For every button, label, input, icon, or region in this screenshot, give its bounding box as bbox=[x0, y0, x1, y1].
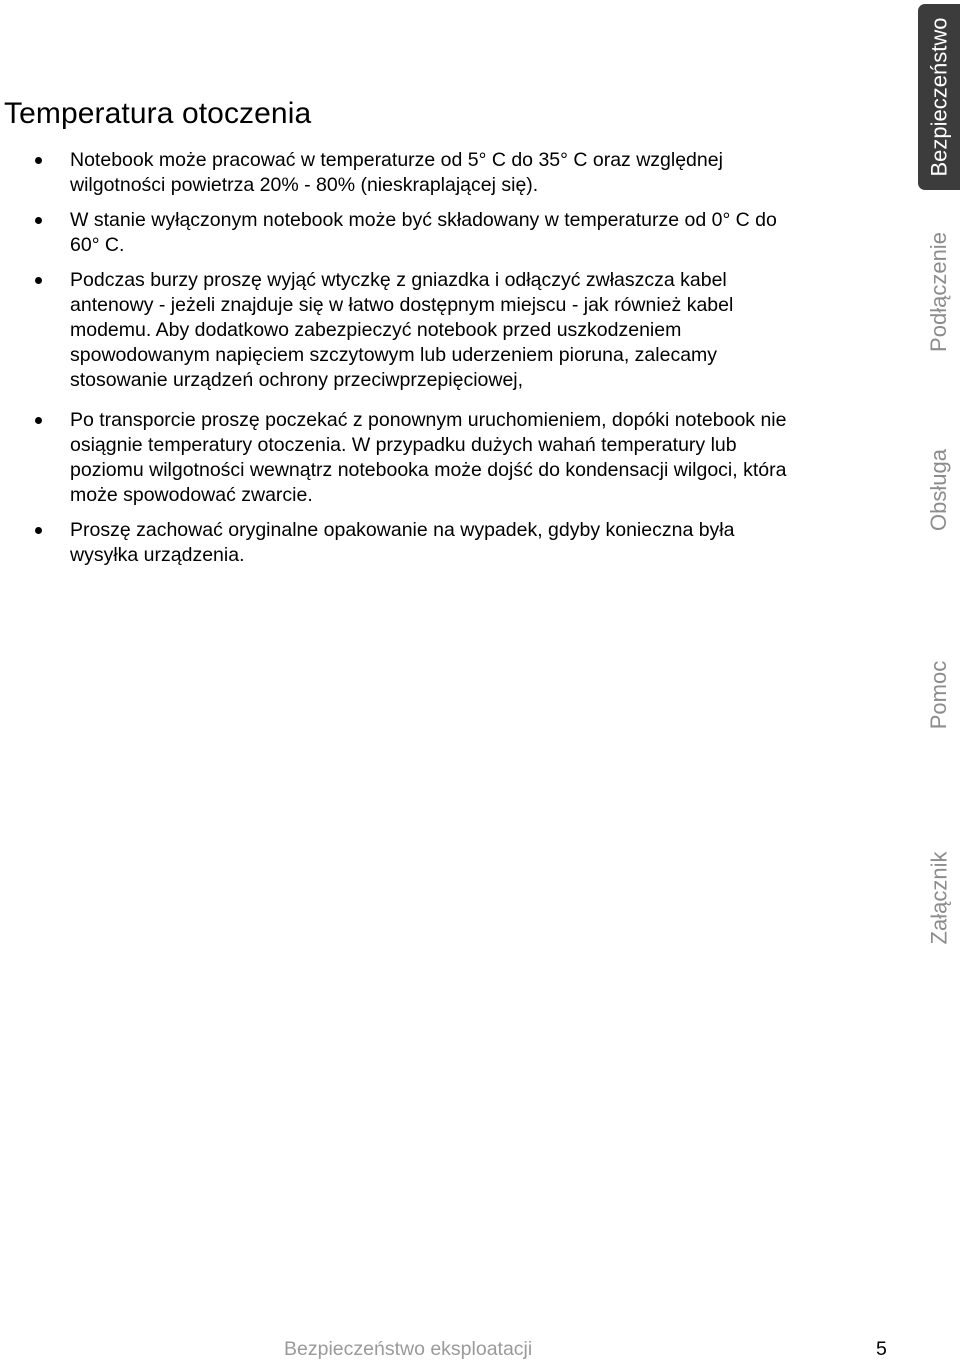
tab-bezpieczenstwo[interactable] bbox=[918, 4, 960, 190]
tab-label: Podłączenie bbox=[926, 232, 951, 352]
tab-podlaczenie[interactable] bbox=[918, 198, 960, 386]
page-title: Temperatura otoczenia bbox=[4, 97, 312, 130]
bullet-icon bbox=[35, 217, 42, 224]
bullet-icon bbox=[35, 527, 42, 534]
list-item bbox=[0, 268, 900, 393]
bullet-icon bbox=[35, 277, 42, 284]
tab-zalacznik[interactable] bbox=[918, 815, 960, 980]
tab-label: Bezpieczeństwo bbox=[926, 17, 952, 177]
tab-label: Pomoc bbox=[926, 660, 952, 730]
list-item bbox=[0, 408, 900, 508]
list-item-text: Notebook może pracować w temperaturze od 5° C do 35° C oraz względnej wilgotności powietrza 20% - 80% (nieskraplającej się). bbox=[70, 149, 723, 196]
list-item bbox=[0, 148, 900, 198]
list-item-text: Po transporcie proszę poczekać z ponownym uruchomieniem, dopóki notebook nie osiągnie temperatury otoczenia. W przypadku dużych wahań temperatury lub poziomu wilgotności wewnątrz notebooka może dojść do kondensacji wilgoci, która może spowodować zwarcie. bbox=[70, 409, 787, 506]
bullet-icon bbox=[35, 417, 42, 424]
footer-section-title: Bezpieczeństwo eksploatacji bbox=[284, 1338, 533, 1360]
list-item bbox=[0, 208, 900, 258]
page-number: 5 bbox=[876, 1338, 887, 1360]
tab-label: Obsługa bbox=[926, 449, 952, 531]
list-item-text: W stanie wyłączonym notebook może być składowany w temperaturze od 0° C do 60° C. bbox=[70, 209, 777, 256]
list-item-text: Podczas burzy proszę wyjąć wtyczkę z gniazdka i odłączyć zwłaszcza kabel antenowy - jeżeli znajduje się w łatwo dostępnym miejscu - jak również kabel modemu. Aby dodatkowo zabezpieczyć notebook przed uszkodzeniem spowodowanym napięciem szczytowym lub uderzeniem pioruna, zalecamy stosowanie urządzeń ochrony przeciwprzepięciowej, bbox=[70, 269, 734, 391]
tab-label: Załącznik bbox=[926, 851, 952, 944]
list-item-text: Proszę zachować oryginalne opakowanie na wypadek, gdyby konieczna była wysyłka urządzenia. bbox=[70, 519, 735, 566]
tab-pomoc[interactable] bbox=[918, 620, 960, 770]
list-item bbox=[0, 518, 900, 568]
section-tabs bbox=[918, 0, 960, 1367]
tab-obsluga[interactable] bbox=[918, 410, 960, 570]
bullet-icon bbox=[35, 157, 42, 164]
bullet-list bbox=[0, 148, 900, 578]
